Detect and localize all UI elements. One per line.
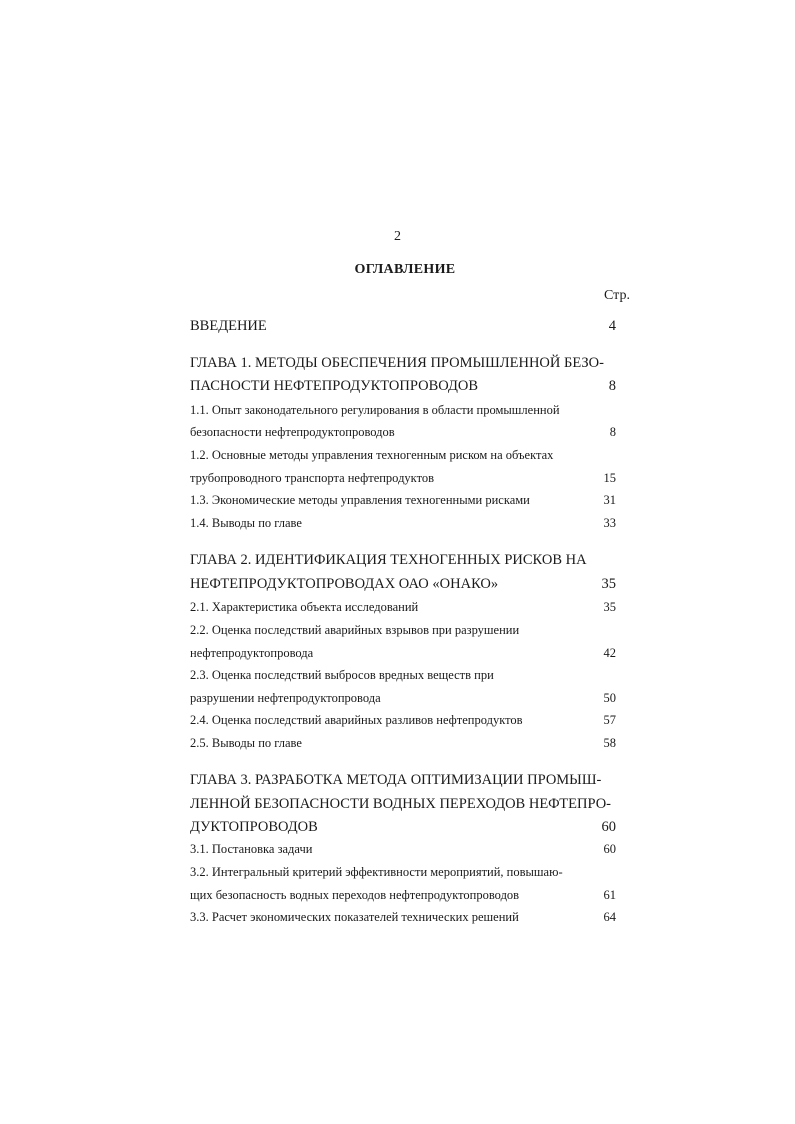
toc-entry-text: ГЛАВА 2. ИДЕНТИФИКАЦИЯ ТЕХНОГЕННЫХ РИСКОВ НА [190,552,587,568]
toc-entry-text: ГЛАВА 1. МЕТОДЫ ОБЕСПЕЧЕНИЯ ПРОМЫШЛЕННОЙ БЕЗО- [190,355,604,371]
toc-chapter-2-line-2 [190,573,630,595]
toc-chapter-2-line-1 [190,549,630,571]
toc-entry-text: 3.1. Постановка задачи [190,842,313,856]
toc-entry-text: 1.4. Выводы по главе [190,516,302,530]
toc-section-1-2-line-2 [190,467,630,489]
toc-entry-page: 50 [603,691,616,705]
toc-entry-text: 2.3. Оценка последствий выбросов вредных веществ при [190,668,494,682]
page-number: 2 [394,229,401,244]
toc-entry-page: 60 [601,819,616,835]
toc-entry-text: ПАСНОСТИ НЕФТЕПРОДУКТОПРОВОДОВ [190,378,479,394]
toc-entry-text: трубопроводного транспорта нефтепродуктов [190,471,435,485]
toc-section-1-2-line-1 [190,444,630,466]
toc-entry-text: ГЛАВА 3. РАЗРАБОТКА МЕТОДА ОПТИМИЗАЦИИ ПРОМЫШ- [190,772,602,788]
toc-entry-text: НЕФТЕПРОДУКТОПРОВОДАХ ОАО «ОНАКО» [190,576,499,592]
toc-entry-text: безопасности нефтепродуктопроводов [190,425,395,439]
toc-chapter-1-line-2 [190,375,630,397]
toc-section-2-2-line-1 [190,619,630,641]
toc-entry-text: ВВЕДЕНИЕ [190,318,267,334]
toc-entry-text: 1.3. Экономические методы управления техногенными рисками [190,493,530,507]
toc-entry-page: 35 [603,600,616,614]
toc-entry-text: разрушении нефтепродуктопровода [190,691,381,705]
toc-entry-text: ЛЕННОЙ БЕЗОПАСНОСТИ ВОДНЫХ ПЕРЕХОДОВ НЕФТЕПРО- [190,796,612,812]
toc-section-2-3-line-1 [190,664,630,686]
toc-section-3-3 [190,906,630,928]
toc-section-3-2-line-1 [190,861,630,883]
toc-title: ОГЛАВЛЕНИЕ [354,262,456,277]
toc-entry-text: нефтепродуктопровода [190,646,314,660]
toc-section-1-1-line-2 [190,421,630,443]
toc-entry-page: 61 [603,888,616,902]
toc-chapter-3-line-1 [190,769,630,791]
toc-section-2-5 [190,732,630,754]
toc-entry-page: 8 [608,378,616,394]
toc-entry-text: 2.4. Оценка последствий аварийных разливов нефтепродуктов [190,713,523,727]
toc-section-1-1-line-1 [190,399,630,421]
toc-entry-page: 8 [609,425,616,439]
toc-entry-text: 2.5. Выводы по главе [190,736,302,750]
toc-entry-page: 60 [603,842,616,856]
toc-entry-page: 33 [603,516,616,530]
toc-entry-text: щих безопасность водных переходов нефтепродуктопроводов [190,888,520,902]
toc-entry-page: 42 [603,646,616,660]
toc-section-1-3 [190,489,630,511]
toc-chapter-3-line-3 [190,816,630,838]
toc-entry-text: 3.2. Интегральный критерий эффективности мероприятий, повышаю- [190,865,563,879]
toc-section-2-3-line-2 [190,687,630,709]
toc-entry-text: 1.1. Опыт законодательного регулирования в области промышленной [190,403,560,417]
toc-entry-page: 35 [601,576,616,592]
toc-section-3-1 [190,838,630,860]
toc-chapter-3-line-2 [190,793,630,815]
table-of-contents [190,0,630,1124]
toc-entry-text: 2.2. Оценка последствий аварийных взрывов при разрушении [190,623,520,637]
toc-entry-text: 3.3. Расчет экономических показателей технических решений [190,910,519,924]
toc-section-2-1 [190,596,630,618]
toc-entry-text: 2.1. Характеристика объекта исследований [190,600,419,614]
toc-section-2-4 [190,709,630,731]
toc-section-2-2-line-2 [190,642,630,664]
toc-entry-intro [190,315,630,337]
toc-entry-page: 31 [603,493,616,507]
page-column-label: Стр. [604,288,630,303]
toc-entry-text: 1.2. Основные методы управления техногенным риском на объектах [190,448,554,462]
toc-section-1-4 [190,512,630,534]
toc-entry-page: 15 [603,471,616,485]
toc-entry-text: ДУКТОПРОВОДОВ [190,819,318,835]
toc-entry-page: 58 [603,736,616,750]
toc-section-3-2-line-2 [190,884,630,906]
toc-entry-page: 4 [608,318,616,334]
toc-entry-page: 57 [603,713,616,727]
toc-entry-page: 64 [603,910,616,924]
toc-chapter-1-line-1 [190,352,630,374]
